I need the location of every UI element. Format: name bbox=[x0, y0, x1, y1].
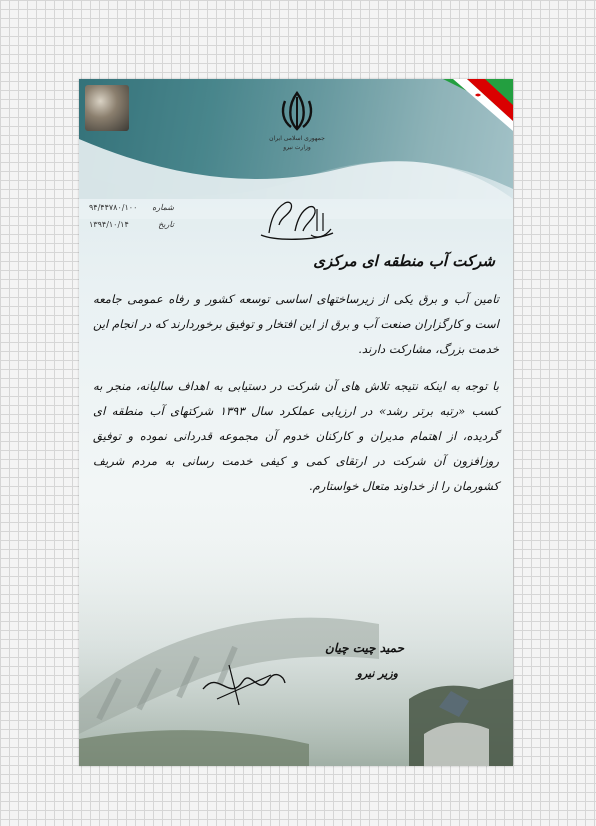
letter-title: شرکت آب منطقه ای مرکزی bbox=[313, 252, 495, 270]
ministry-heading bbox=[257, 134, 337, 152]
number-row bbox=[89, 199, 174, 216]
letter-body bbox=[93, 287, 499, 499]
leaders-portrait bbox=[85, 85, 129, 131]
iran-emblem-icon bbox=[277, 89, 317, 133]
signature-block bbox=[274, 641, 404, 680]
reference-block bbox=[89, 199, 174, 233]
date-row bbox=[89, 216, 174, 233]
signatory-title: وزیر نیرو bbox=[356, 667, 398, 680]
letter-paragraph-1: تامین آب و برق یکی از زیرساختهای اساسی توسعه کشور و رفاه عمومی جامعه است و کارگزاران صنعت آب و برق از این افتخار و توفیق برخوردارند که در انجام این خدمت بزرگ، مشارکت دارند. bbox=[93, 292, 499, 356]
date-value: ۱۳۹۴/۱۰/۱۴ bbox=[89, 220, 129, 229]
number-value: ۹۴/۴۴۷۸۰/۱۰۰ bbox=[89, 203, 138, 212]
date-label: تاریخ bbox=[158, 220, 174, 229]
letter-paragraph-2: با توجه به اینکه نتیجه تلاش های آن شرکت در دستیابی به اهداف سالیانه، منجر به کسب «رتبه برتر رشد» در ارزیابی عملکرد سال ۱۳۹۳ شرکتهای آب منطقه ای گردیده، از اهتمام مدیران و کارکنان خدوم آن مجموعه قدردانی نموده و توفیق روزافزون آن شرکت در ارتقای کمی و کیفی خدمت رسانی به مردم شریف کشورمان را از خداوند متعال خواستارم. bbox=[93, 379, 499, 493]
ministry-line-republic: جمهوری اسلامی ایران bbox=[269, 135, 325, 142]
iran-flag-icon bbox=[423, 79, 513, 139]
ministry-line-ministry: وزارت نیرو bbox=[283, 144, 311, 151]
bismillah-calligraphy-icon bbox=[255, 195, 339, 243]
certificate bbox=[79, 79, 513, 766]
number-label: شماره bbox=[152, 203, 174, 212]
signatory-name: حمید چیت چیان bbox=[325, 641, 404, 655]
